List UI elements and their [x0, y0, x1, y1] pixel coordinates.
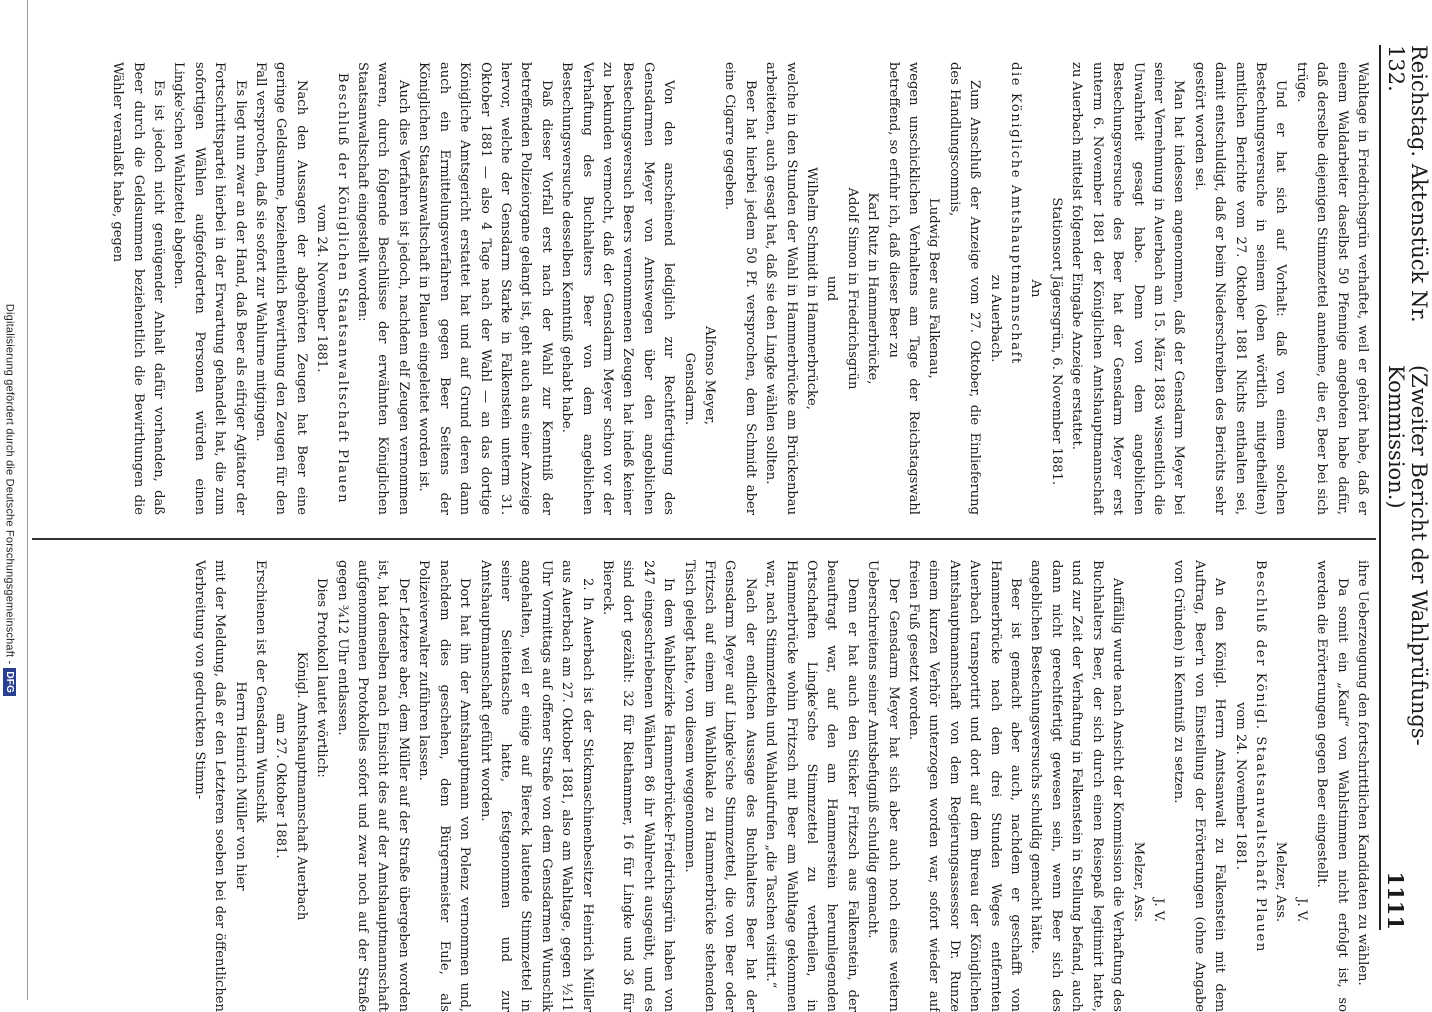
paragraph: An den Königl. Herrn Amtsanwalt zu Falkenstein mit dem Auftrag, Beer'n von Einstellung der Erörterungen (ohne Angabe von Gründen) in Kenntniß zu setzen.	[1171, 560, 1228, 1012]
column-divider	[32, 538, 1376, 540]
decision-heading: Beschluß der Königlichen Staatsanwaltschaft Plauen	[334, 72, 350, 505]
letter-und: und	[824, 275, 840, 302]
dfg-logo: DFG	[3, 668, 16, 696]
protocol-name: Herrn Heinrich Müller von hier	[232, 681, 248, 891]
paragraph: Daß dieser Vorfall erst nach der Wahl zur Kenntniß der betreffenden Polizeiorgane gelangt ist, geht auch aus einer Anzeige hervor, welche der Gensdarm Starke in Falkenstein unterm 31. Oktober 1881 — also 4 Tage nach der Wahl — an das dortige Königliche Amtsgericht erstattet hat und auf Grund deren dann auch ein Ermittelungsverfahren gegen Beer Seitens der Königlichen Staatsanwaltschaft in Plauen eingeleitet worden ist.	[416, 62, 554, 515]
paragraph: Auch dies Verfahren ist jedoch, nachdem elf Zeugen vernommen waren, durch folgende Beschlüsse der erwähnten Königlichen Staatsanwaltschaft eingestellt worden:	[355, 62, 411, 515]
paragraph: Der Gensdarm Meyer hat sich aber auch noch eines weitern Ueberschreitens seiner Amtsbefugniß schuldig gemacht.	[865, 560, 901, 1012]
signature-name: Alfonso Meyer,	[702, 326, 717, 425]
paragraph: 2. In Auerbach ist der Stickmaschinenbesitzer Heinrich Müller aus Auerbach am 27. Oktober 1881, also am Wahltage, gegen ½11 Uhr Vormittags auf offener Straße von dem Gensdarmen Wunschik angehalten, weil er einige auf Biereck lautende Stimmzettel in seiner Seitentasche hatte, festgenommen und zur Amtshauptmannschaft geführt worden.	[477, 560, 595, 1012]
paragraph: Der Letztere aber, dem Müller auf der Straße übergeben worden ist, hat denselben nach Einsicht des auf der Amtshauptmannschaft aufgenommenen Protokolles sofort und zwar noch auf der Straße gegen ¾12 Uhr entlassen.	[334, 560, 411, 1012]
letter-name: Wilhelm Schmidt in Hammerbrücke,	[804, 167, 820, 410]
paragraph: In dem Wahlbezirke Hammerbrücke-Friedrichsgrün haben von 247 eingeschriebenen Wählern 86 ihr Wahlrecht ausgeübt, und es sind dort gezählt: 32 für Riethammer, 16 für Lingke und 36 für Biereck.	[599, 560, 677, 1012]
paragraph: Denn er hat auch den Sticker Fritzsch aus Falkenstein, der beauftragt war, auf den am Hammerstein herumliegenden Ortschaften Lingke'sche Stimmzettel zu vertheilen, in Hammerbrücke wohin Fritzsch mit Beer am Wahltage gekommen war, nach Stimmzetteln und Wahlaufrufen „die Taschen visitirt.“	[763, 560, 860, 1012]
letter-station: Stationsort Jägersgrün, 6. November 1881.	[1048, 197, 1064, 485]
paragraph: Man hat indessen angenommen, daß der Gensdarm Meyer bei seiner Vernehmung in Auerbach am 15. März 1883 wissentlich die Unwahrheit gesagt habe. Denn von dem angeblichen Bestechungsversuche des Beer hat der Gensdarm Meyer erst unterm 6. November 1881 der Königlichen Amtshauptmannschaft zu Auerbach mittelst folgender Eingabe Anzeige erstattet.	[1069, 62, 1187, 515]
digitization-note	[3, 0, 16, 1000]
header-left: Reichstag. Aktenstück Nr. 132.	[1384, 45, 1432, 323]
paragraph: welche in den Stunden der Wahl in Hammerbrücke am Brückenbau arbeiteten, auch gesagt hat, daß sie den Lingke wählen sollten.	[763, 62, 799, 515]
paragraph: Nach der endlichen Aussage des Buchhalters Beer hat der Gensdarm Meyer auf Lingke'sche Stimmzettel, die von Beer oder Fritzsch auf einem im Wahllokale zu Hammerbrücke stehenden Tisch gelegt hatte, von diesem weggenommen.	[681, 560, 758, 1012]
signature-name: Melzer, Ass.	[1130, 841, 1146, 922]
signature-name: Melzer, Ass.	[1273, 841, 1289, 922]
page-header	[1379, 45, 1432, 930]
left-column	[32, 62, 1372, 515]
letter-name: Karl Rutz in Hammerbrücke,	[865, 192, 881, 385]
protocol-date: am 27. Oktober 1881.	[273, 713, 289, 859]
scan-edge	[27, 0, 28, 1000]
signature-abbrev: J. V.	[1150, 898, 1166, 922]
right-column	[32, 560, 1372, 1012]
paragraph: Dies Protokoll lautet wörtlich:	[314, 578, 330, 778]
paragraph: Auffällig wurde nach Ansicht der Kommission die Verhaftung des Buchhalters Beer, der sich durch einen Reisepaß legitimirt hatte, und zur Zeit der Verhaftung in Falkenstein in Stellung befand, auch dann nicht gerechtfertigt gewesen sein, wenn Beer sich des angeblichen Bestechungsversuchs schuldig gemacht hätte.	[1028, 560, 1126, 1012]
paragraph: Da somit ein „Kauf“ von Wahlstimmen nicht erfolgt ist, so werden die Erörterungen gegen Beer eingestellt.	[1314, 560, 1350, 1012]
letter-name: Ludwig Beer aus Falkenau,	[926, 198, 942, 379]
header-center: (Zweiter Bericht der Wahlprüfungs-Kommission.)	[1384, 364, 1432, 746]
paragraph: ihre Ueberzeugung den fortschrittlichen Kandidaten zu wählen.	[1355, 560, 1370, 986]
paragraph: Wahltage in Friedrichsgrün verhaftet, weil er gehört habe, daß er einem Waldarbeiter daselbst 50 Pfennige angeboten habe dafür, daß derselbe diejenigen Stimmzettel annehme, die er, Beer bei sich trüge.	[1293, 62, 1370, 515]
paragraph: Von den anscheinend lediglich zur Rechtfertigung des Gensdarmen Meyer von Amtswegen über den angeblichen Bestechungsversuch Beers vernommenen Zeugen hat indeß keiner zu bekunden vermocht, daß der Gensdarm Meyer schon vor der Verhaftung des Buchhalters Beer von dem angeblichen Bestechungsversuche desselben Kenntniß gehabt habe.	[559, 62, 677, 515]
paragraph: Nach den Aussagen der abgehörten Zeugen hat Beer eine geringe Geldsumme, beziehentlich Bewirthung den Zeugen für den Fall versprochen, daß sie sofort zur Wahlurne mitgingen.	[253, 62, 309, 515]
protocol-line: Erschienen ist der Gensdarm Wunschik	[253, 560, 269, 823]
decision-date: vom 24. November 1881.	[314, 204, 330, 373]
signature-abbrev: J. V.	[1293, 898, 1309, 922]
page-number: 1111	[1383, 871, 1409, 930]
paragraph: mit der Meldung, daß er den Letzteren soeben bei der öffentlichen Verbreitung von gedruckten Stimm-	[191, 560, 228, 1012]
paragraph: Dort hat ihn der Amtshauptmann von Polenz vernommen und, nachdem dies geschehen, dem Bürgermeister Eule, als Polizeiverwalter zuführen lassen.	[416, 560, 473, 1012]
decision-heading: Beschluß der Königl. Staatsanwaltschaft Plauen	[1252, 560, 1268, 953]
letter-an: An	[1028, 279, 1044, 298]
letter-addressee-place: zu Auerbach.	[987, 274, 1003, 363]
letter-name: Adolf Simon in Friedrichsgrün	[844, 187, 860, 390]
paragraph: Beer hat hierbei jedem 50 Pf. versprochen, dem Schmidt aber eine Cigarre gegeben.	[722, 62, 758, 515]
digitization-text: Digitalisierung gefördert durch die Deutsche Forschungsgemeinschaft -	[3, 303, 16, 665]
protocol-heading: Königl. Amtshauptmannschaft Auerbach	[293, 651, 309, 921]
paragraph: Und er hat sich auf Vorhalt: daß von einem solchen Bestechungsversuche in seinem (oben wörtlich mitgetheilten) amtlichen Berichte vom 27. Oktober 1881 Nichts enthalten sei, damit entschuldigt, daß er beim Niederschreiben des Berichts sehr gestört worden sei.	[1191, 62, 1289, 515]
paragraph: Zum Anschluß der Anzeige vom 27. Oktober, die Einlieferung des Handlungscommis,	[946, 62, 983, 515]
paragraph: Es ist jedoch nicht genügender Anhalt dafür vorhanden, daß Beer durch die Geldsummen beziehentlich die Bewirthungen die Wähler veranlaßt habe, gegen	[110, 62, 167, 515]
signature-title: Gensdarm.	[681, 352, 697, 425]
letter-addressee: die Königliche Amtshauptmannschaft	[1008, 62, 1024, 365]
decision-date: vom 24. November 1881.	[1232, 702, 1248, 870]
paragraph: Es liegt nun zwar an der Hand, daß Beer als eifriger Agitator der Fortschrittspartei hierbei in der Erwartung gehandelt hat, die zum sofortigen Wählen aufgeforderten Personen würden einen Lingke'schen Wahlzettel abgeben.	[171, 62, 248, 515]
paragraph: Beer ist gemacht aber auch, nachdem er geschafft von Hammerbrücke nach dem drei Stunden Weges entfernten Auerbach transportirt und dort auf dem Bureau der Königlichen Amtshauptmannschaft von dem Regierungsassessor Dr. Runze einem kurzen Verhör unterzogen worden war, sofort wieder auf freien Fuß gesetzt worden.	[906, 560, 1024, 1012]
paragraph: wegen unschicklichen Verhaltens am Tage der Reichstagswahl betreffend, so erfuhr ich, daß dieser Beer zu	[885, 62, 922, 515]
